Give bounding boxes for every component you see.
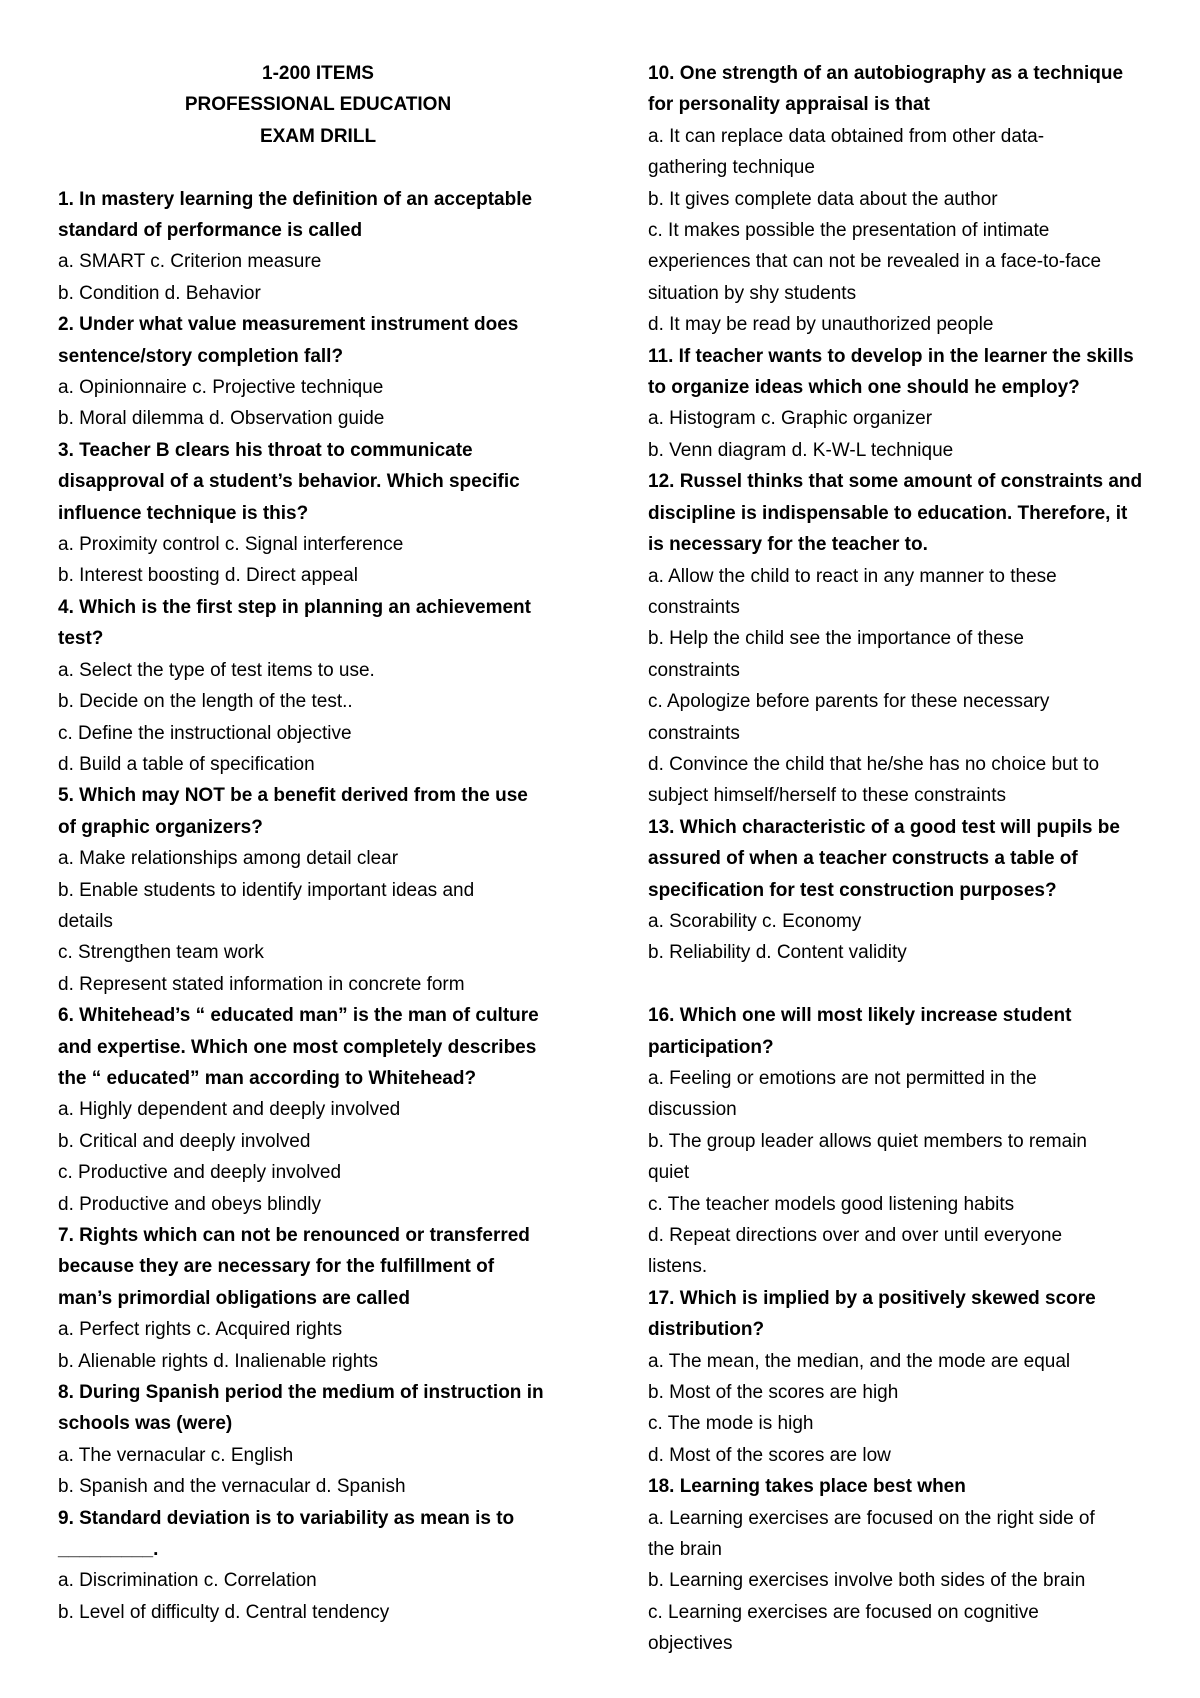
question-text: to organize ideas which one should he employ?	[648, 377, 1080, 399]
question-text: standard of performance is called	[58, 220, 363, 242]
choice-text: c. It makes possible the presentation of intimate	[648, 220, 1050, 242]
question-text: sentence/story completion fall?	[58, 345, 344, 367]
choice-text: b. Spanish and the vernacular d. Spanish	[58, 1476, 406, 1498]
question-text: 5. Which may NOT be a benefit derived from the use	[58, 785, 528, 807]
question-item	[58, 1503, 578, 1629]
question-text: schools was (were)	[58, 1413, 233, 1435]
choice-text: c. Learning exercises are focused on cognitive	[648, 1601, 1039, 1623]
question-text: specification for test construction purposes?	[648, 879, 1057, 901]
question-item	[58, 1000, 578, 1220]
spacer	[648, 969, 1168, 1000]
question-text: test?	[58, 628, 104, 650]
question-text: disapproval of a student’s behavior. Which specific	[58, 471, 520, 493]
question-text: of graphic organizers?	[58, 816, 263, 838]
choice-text: d. It may be read by unauthorized people	[648, 314, 994, 336]
question-text: 17. Which is implied by a positively skewed score	[648, 1287, 1096, 1309]
question-text: 3. Teacher B clears his throat to communicate	[58, 439, 473, 461]
question-text: the “ educated” man according to Whitehead?	[58, 1067, 477, 1089]
choice-text: b. Critical and deeply involved	[58, 1130, 311, 1152]
question-text: 11. If teacher wants to develop in the learner the skills	[648, 345, 1134, 367]
question-item	[648, 812, 1168, 969]
question-text: 12. Russel thinks that some amount of constraints and	[648, 471, 1143, 493]
question-text: 16. Which one will most likely increase student	[648, 1005, 1072, 1027]
choice-text: b. Learning exercises involve both sides of the brain	[648, 1570, 1086, 1592]
choice-text: a. Make relationships among detail clear	[58, 848, 399, 870]
question-item	[58, 435, 578, 592]
question-text: 2. Under what value measurement instrument does	[58, 314, 519, 336]
question-text: discipline is indispensable to education. Therefore, it	[648, 502, 1128, 524]
question-item	[58, 780, 578, 1000]
question-text: assured of when a teacher constructs a table of	[648, 848, 1078, 870]
choice-text: constraints	[648, 596, 740, 618]
choice-text: c. The mode is high	[648, 1413, 814, 1435]
choice-text: d. Most of the scores are low	[648, 1444, 891, 1466]
choice-text: a. Select the type of test items to use.	[58, 659, 375, 681]
spacer	[58, 152, 578, 183]
choice-text: b. Most of the scores are high	[648, 1382, 899, 1404]
left-column	[58, 58, 578, 1628]
choice-text: a. SMART c. Criterion measure	[58, 251, 322, 273]
choice-text: b. The group leader allows quiet members to remain	[648, 1130, 1087, 1152]
question-text: and expertise. Which one most completely describes	[58, 1036, 537, 1058]
choice-text: a. Highly dependent and deeply involved	[58, 1099, 401, 1121]
question-item	[58, 592, 578, 780]
question-item	[58, 1377, 578, 1503]
question-item	[58, 309, 578, 435]
header-line-2: PROFESSIONAL EDUCATION	[184, 94, 452, 116]
question-item	[58, 184, 578, 310]
choice-text: subject himself/herself to these constraints	[648, 785, 1007, 807]
choice-text: b. Enable students to identify important ideas and	[58, 879, 475, 901]
question-text: 6. Whitehead’s “ educated man” is the man of culture	[58, 1005, 539, 1027]
left-question-list	[58, 184, 578, 1629]
choice-text: d. Repeat directions over and over until everyone	[648, 1225, 1063, 1247]
choice-text: quiet	[648, 1162, 690, 1184]
choice-text: b. Condition d. Behavior	[58, 282, 261, 304]
question-text: 18. Learning takes place best when	[648, 1476, 966, 1498]
choice-text: c. Strengthen team work	[58, 942, 264, 964]
question-text: participation?	[648, 1036, 774, 1058]
question-text: 7. Rights which can not be renounced or transferred	[58, 1225, 530, 1247]
choice-text: b. Reliability d. Content validity	[648, 942, 907, 964]
choice-text: d. Convince the child that he/she has no choice but to	[648, 753, 1100, 775]
choice-text: a. Proximity control c. Signal interference	[58, 534, 404, 556]
question-text: 13. Which characteristic of a good test will pupils be	[648, 816, 1120, 838]
header-line-3: EXAM DRILL	[259, 125, 377, 147]
question-text: 1. In mastery learning the definition of an acceptable	[58, 188, 533, 210]
choice-text: b. Moral dilemma d. Observation guide	[58, 408, 385, 430]
choice-text: a. Opinionnaire c. Projective technique	[58, 377, 384, 399]
choice-text: listens.	[648, 1256, 708, 1278]
question-item	[648, 1000, 1168, 1283]
choice-text: a. The mean, the median, and the mode are equal	[648, 1350, 1071, 1372]
choice-text: d. Build a table of specification	[58, 753, 315, 775]
choice-text: a. Perfect rights c. Acquired rights	[58, 1319, 343, 1341]
right-column	[648, 58, 1168, 1660]
choice-text: a. Discrimination c. Correlation	[58, 1570, 317, 1592]
choice-text: b. Help the child see the importance of these	[648, 628, 1025, 650]
choice-text: gathering technique	[648, 157, 815, 179]
question-text: 9. Standard deviation is to variability as mean is to	[58, 1507, 515, 1529]
choice-text: details	[58, 910, 113, 932]
right-question-list	[648, 58, 1168, 1660]
question-item	[648, 341, 1168, 467]
choice-text: a. Allow the child to react in any manner to these	[648, 565, 1057, 587]
choice-text: constraints	[648, 659, 740, 681]
choice-text: b. Interest boosting d. Direct appeal	[58, 565, 358, 587]
question-text: because they are necessary for the fulfillment of	[58, 1256, 495, 1278]
question-text: 4. Which is the first step in planning an achievement	[58, 596, 531, 618]
question-item	[648, 1471, 1168, 1659]
question-item	[648, 58, 1168, 341]
question-item	[648, 466, 1168, 811]
choice-text: a. Scorability c. Economy	[648, 910, 862, 932]
choice-text: b. Alienable rights d. Inalienable rights	[58, 1350, 379, 1372]
choice-text: d. Productive and obeys blindly	[58, 1193, 321, 1215]
question-item	[58, 1220, 578, 1377]
choice-text: discussion	[648, 1099, 737, 1121]
choice-text: b. It gives complete data about the author	[648, 188, 998, 210]
choice-text: a. It can replace data obtained from other data-	[648, 125, 1045, 147]
question-text: distribution?	[648, 1319, 765, 1341]
choice-text: a. The vernacular c. English	[58, 1444, 294, 1466]
choice-text: a. Feeling or emotions are not permitted in the	[648, 1067, 1037, 1089]
question-text: 8. During Spanish period the medium of instruction in	[58, 1382, 544, 1404]
choice-text: c. Define the instructional objective	[58, 722, 352, 744]
question-text: for personality appraisal is that	[648, 94, 930, 116]
choice-text: c. Productive and deeply involved	[58, 1162, 342, 1184]
choice-text: c. The teacher models good listening habits	[648, 1193, 1015, 1215]
question-text: is necessary for the teacher to.	[648, 534, 928, 556]
choice-text: situation by shy students	[648, 282, 857, 304]
question-text: influence technique is this?	[58, 502, 309, 524]
choice-text: a. Learning exercises are focused on the right side of	[648, 1507, 1095, 1529]
question-item	[648, 1283, 1168, 1471]
choice-text: c. Apologize before parents for these necessary	[648, 691, 1050, 713]
choice-text: a. Histogram c. Graphic organizer	[648, 408, 933, 430]
choice-text: objectives	[648, 1633, 733, 1655]
choice-text: the brain	[648, 1539, 722, 1561]
choice-text: b. Level of difficulty d. Central tendency	[58, 1601, 390, 1623]
choice-text: b. Venn diagram d. K-W-L technique	[648, 439, 954, 461]
choice-text: constraints	[648, 722, 740, 744]
header-line-1: 1-200 ITEMS	[262, 63, 374, 84]
choice-text: d. Represent stated information in concrete form	[58, 973, 465, 995]
choice-text: experiences that can not be revealed in a face-to-face	[648, 251, 1102, 273]
question-text: _________.	[58, 1539, 159, 1561]
choice-text: b. Decide on the length of the test..	[58, 691, 353, 713]
question-text: man’s primordial obligations are called	[58, 1287, 410, 1309]
question-text: 10. One strength of an autobiography as a technique	[648, 63, 1124, 84]
